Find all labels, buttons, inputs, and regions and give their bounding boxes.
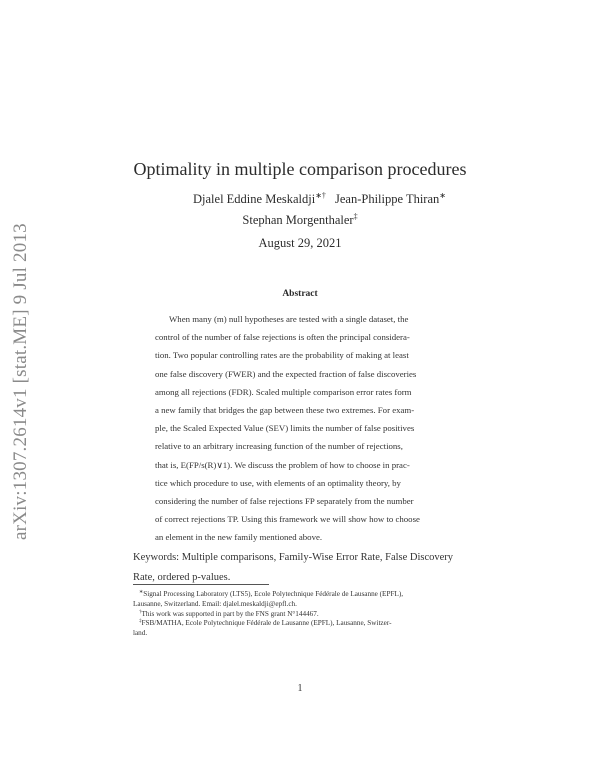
author-marks: ∗ (439, 191, 446, 200)
author-name: Djalel Eddine Meskaldji (193, 192, 316, 206)
footnote-text: Signal Processing Laboratory (LTS5), Ecole Polytechnique Fédérale de Lausanne (EPFL), (143, 590, 404, 598)
keywords-line: Rate, ordered p-values. (133, 572, 231, 583)
paper-title: Optimality in multiple comparison procedures (133, 159, 467, 179)
footnote-text: land. (133, 629, 148, 638)
page-number: 1 (297, 683, 303, 694)
author-marks: ∗† (315, 191, 326, 200)
abstract-body (155, 310, 445, 546)
arxiv-stamp: arXiv:1307.2614v1 [stat.ME] 9 Jul 2013 (10, 223, 31, 540)
abstract-line: among all rejections (FDR). Scaled multiple comparison error rates form (155, 386, 412, 397)
footnote-line (133, 588, 473, 598)
abstract-line: tice which procedure to use, with elements of an optimality theory, by (155, 477, 401, 488)
author-name: Jean-Philippe Thiran (335, 192, 440, 206)
abstract-line: relative to an arbitrary increasing function of the number of rejections, (155, 441, 403, 452)
abstract-line: that is, E(FP/s(R)∨1). We discuss the problem of how to choose in prac- (155, 459, 410, 470)
keywords-line: Keywords: Multiple comparisons, Family-Wise Error Rate, False Discovery (133, 552, 454, 563)
abstract-line: considering the number of false rejections FP separately from the number (155, 495, 414, 506)
abstract-line: tion. Two popular controlling rates are the probability of making at least (155, 350, 409, 361)
footnote-line (133, 627, 473, 637)
author-2 (335, 191, 446, 207)
keywords (133, 548, 473, 588)
footnote-text: FSB/MATHA, Ecole Polytechnique Fédérale de Lausanne (EPFL), Lausanne, Switzer- (141, 619, 392, 628)
footnote-line (133, 608, 473, 618)
footnote-line (133, 598, 473, 608)
paper-date: August 29, 2021 (258, 236, 342, 250)
author-3 (0, 212, 600, 228)
footnotes (133, 588, 473, 637)
abstract-line: one false discovery (FWER) and the expected fraction of false discoveries (155, 368, 417, 379)
abstract-heading: Abstract (282, 289, 318, 299)
footnote-divider (133, 584, 269, 585)
abstract-line: control of the number of false rejections is often the principal considera- (155, 332, 410, 343)
abstract-line: of correct rejections TP. Using this framework we will show how to choose (155, 514, 420, 525)
author-1 (193, 191, 326, 207)
authors-row (0, 191, 600, 205)
abstract-line: a new family that bridges the gap between these two extremes. For exam- (155, 404, 415, 415)
footnote-text: This work was supported in part by the FNS grant N°144467. (141, 609, 319, 618)
footnote-mark: † (139, 609, 142, 615)
abstract-line: an element in the new family mentioned above. (155, 532, 323, 543)
author-marks: ‡ (353, 212, 358, 221)
abstract-line: When many (m) null hypotheses are tested with a single dataset, the (169, 314, 409, 324)
footnote-mark: ‡ (139, 619, 142, 625)
footnote-mark: ∗ (139, 590, 144, 595)
footnote-line (133, 617, 473, 627)
footnote-text: Lausanne, Switzerland. Email: djalel.meskaldji@epfl.ch. (133, 599, 297, 608)
abstract-line: ple, the Scaled Expected Value (SEV) limits the number of false positives (155, 423, 415, 434)
author-name: Stephan Morgenthaler (242, 213, 354, 227)
